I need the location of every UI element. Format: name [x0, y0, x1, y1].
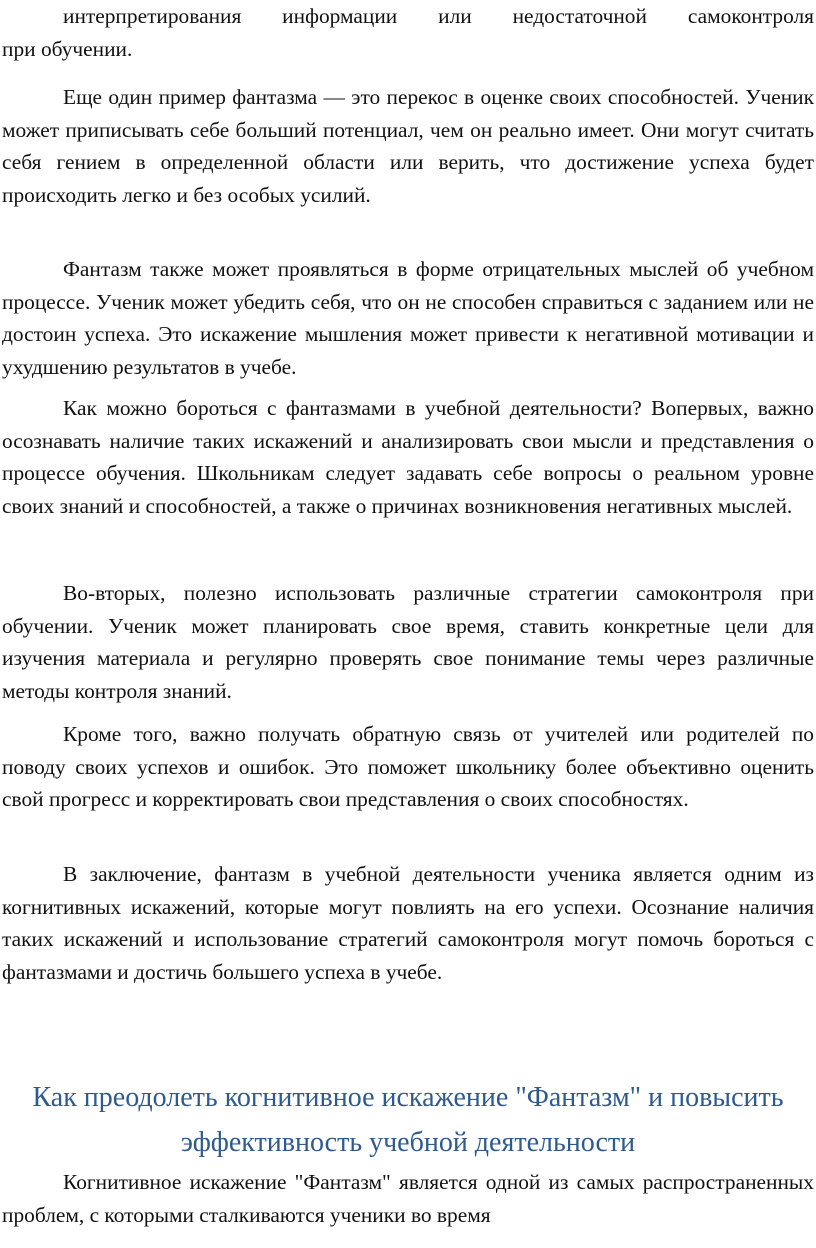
- paragraph-self-control: Во-вторых, полезно использовать различные стратегии самоконтроля при обучении. Ученик может планировать свое время, ставить конкретные цели для изучения материала и регулярно проверять свое понимание темы через различные методы контроля знаний.: [2, 581, 814, 703]
- paragraph-negative-thoughts: Фантазм также может проявляться в форме отрицательных мыслей об учебном процессе. Ученик может убедить себя, что он не способен справиться с заданием или не достоин успеха. Это искажение мышления может привести к негативной мотивации и ухудшению результатов в учебе.: [2, 257, 814, 379]
- paragraph-how-to-fight: Как можно бороться с фантазмами в учебной деятельности? Вопервых, важно осознавать наличие таких искажений и анализировать свои мысли и представления о процессе обучения. Школьникам следует задавать себе вопросы о реальном уровне своих знаний и способностей, а также о причинах возникновения негативных мыслей.: [2, 396, 814, 518]
- paragraph-conclusion: В заключение, фантазм в учебной деятельности ученика является одним из когнитивных искажений, которые могут повлиять на его успехи. Осознание наличия таких искажений и использование стратегий самоконтроля могут помочь бороться с фантазмами и достичь большего успеха в учебе.: [2, 862, 814, 984]
- paragraph-skill-bias: Еще один пример фантазма — это перекос в оценке своих способностей. Ученик может приписывать себе больший потенциал, чем он реально имеет. Они могут считать себя гением в определенной области или верить, что достижение успеха будет происходить легко и без особых усилий.: [2, 85, 814, 207]
- paragraph-continuation: [2, 0, 814, 65]
- paragraph-feedback: Кроме того, важно получать обратную связь от учителей или родителей по поводу своих успехов и ошибок. Это поможет школьнику более объективно оценить свой прогресс и корректировать свои представления о своих способностях.: [2, 722, 814, 812]
- paragraph-continuation-line2: при обучении.: [2, 36, 133, 61]
- section-heading: Как преодолеть когнитивное искажение "Фантазм" и повысить эффективность учебной деятельности: [32, 1082, 784, 1158]
- paragraph-section-intro: Когнитивное искажение "Фантазм" является одной из самых распространенных проблем, с которыми сталкиваются ученики во время: [2, 1170, 814, 1227]
- paragraph-continuation-line1: интерпретирования информации или недостаточной самоконтроля: [63, 4, 814, 28]
